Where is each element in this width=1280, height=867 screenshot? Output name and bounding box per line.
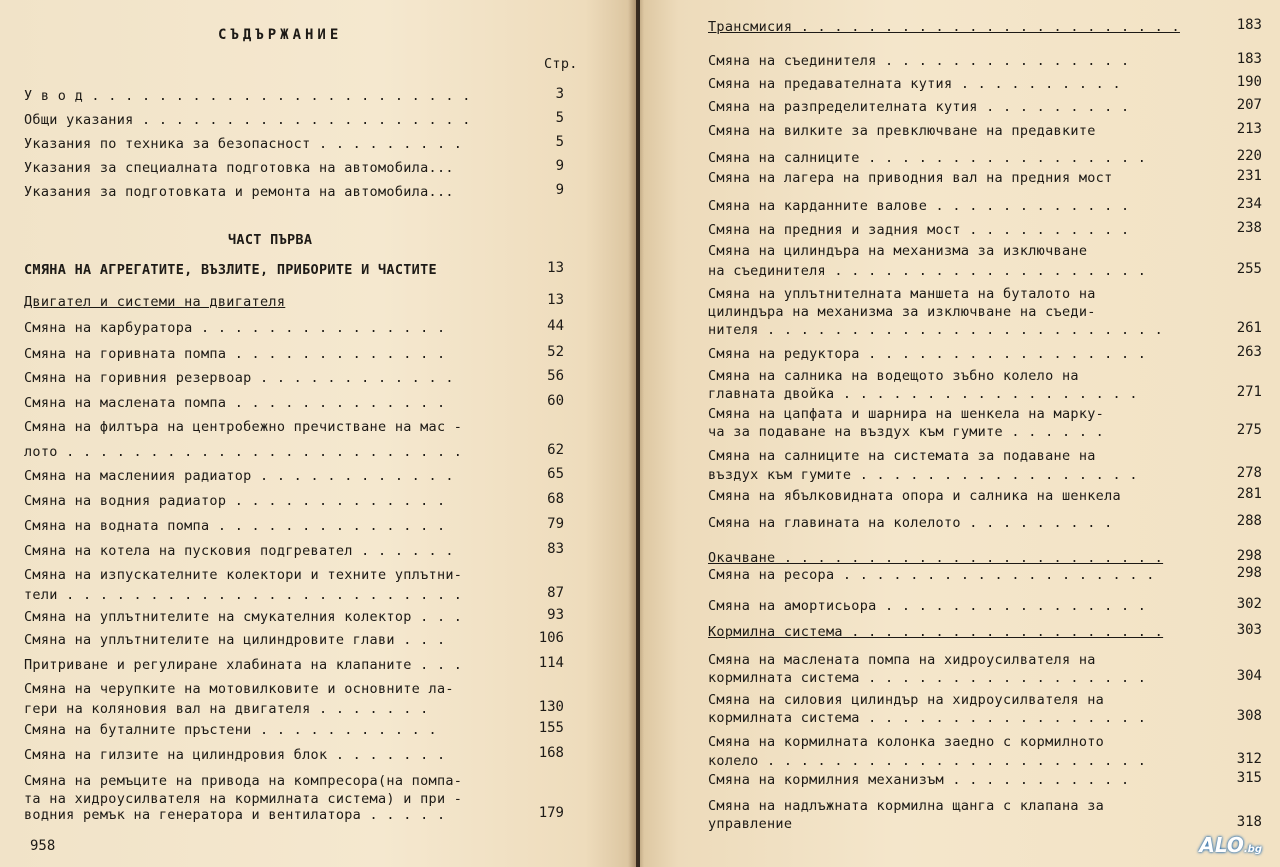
right-entry-page: 271 (1236, 384, 1262, 400)
right-entry-text: Смяна на ресора . . . . . . . . . . . . . . . . . . . (708, 567, 1155, 583)
left-entry-text: Указания по техника за безопасност . . . . . . . . . (24, 136, 463, 152)
watermark-text: ALO (1199, 833, 1244, 857)
left-entry-page: 93 (547, 607, 564, 623)
right-entry-text: въздух към гумите . . . . . . . . . . . . . . . . . (708, 467, 1138, 483)
right-entry-page: 315 (1236, 770, 1262, 786)
right-entry-page: 288 (1236, 513, 1262, 529)
right-entry-page: 298 (1236, 565, 1262, 581)
right-entry-page: 275 (1236, 422, 1262, 438)
right-entry-page: 238 (1236, 220, 1262, 236)
right-entry-text: ча за подаване на въздух към гумите . . . . . . (708, 424, 1105, 440)
left-entry-text: Смяна на водната помпа . . . . . . . . . . . . . . (24, 518, 446, 534)
left-entry-text: Смяна на буталните пръстени . . . . . . . . . . . (24, 722, 437, 738)
left-entry-page: 9 (555, 158, 564, 174)
right-entry-page: 298 (1236, 548, 1262, 564)
right-entry-text: Смяна на разпределителната кутия . . . . . . . . . (708, 99, 1130, 115)
right-entry-text: Смяна на редуктора . . . . . . . . . . . . . . . . . (708, 346, 1147, 362)
right-entry-page: 318 (1236, 814, 1262, 830)
left-entry-page: 68 (547, 491, 564, 507)
right-entry-page: 278 (1236, 465, 1262, 481)
right-entry-page: 183 (1236, 51, 1262, 67)
right-entry-text: Кормилна система . . . . . . . . . . . . . . . . . . . (708, 624, 1164, 640)
right-entry-text: Окачване . . . . . . . . . . . . . . . . . . . . . . . (708, 550, 1164, 566)
left-entry-text: СМЯНА НА АГРЕГАТИТЕ, ВЪЗЛИТЕ, ПРИБОРИТЕ И ЧАСТИТЕ (24, 262, 437, 278)
right-entry-page: 263 (1236, 344, 1262, 360)
left-entry-text: Двигател и системи на двигателя (24, 294, 286, 310)
right-entry-text: Смяна на кормилната колонка заедно с кормилното (708, 734, 1105, 750)
right-entry-text: Смяна на лагера на приводния вал на предния мост (708, 170, 1113, 186)
right-entry-text: Смяна на кормилния механизъм . . . . . . . . . . . (708, 772, 1130, 788)
left-entry-text: Смяна на гилзите на цилиндровия блок . . . . . . . (24, 747, 446, 763)
right-entry-text: Смяна на главината на колелото . . . . . . . . . (708, 515, 1113, 531)
right-entry-text: Смяна на салника на водещото зъбно колело на (708, 368, 1079, 384)
left-entry-page: 13 (547, 260, 564, 276)
right-entry-text: кормилната система . . . . . . . . . . . . . . . . . (708, 670, 1147, 686)
left-entry-text: та на хидроусилвателя на кормилната система) и при - (24, 791, 463, 807)
left-entry-text: тели . . . . . . . . . . . . . . . . . . . . . . . . (24, 587, 463, 603)
page-number: 958 (30, 838, 56, 854)
right-entry-page: 312 (1236, 751, 1262, 767)
right-entry-text: Смяна на карданните валове . . . . . . . . . . . . (708, 198, 1130, 214)
page-column-label: Стр. (544, 56, 578, 72)
left-entry-text: Смяна на горивния резервоар . . . . . . . . . . . . (24, 370, 454, 386)
right-entry-page: 220 (1236, 148, 1262, 164)
left-entry-page: 130 (538, 699, 564, 715)
left-entry-page: 56 (547, 368, 564, 384)
right-entry-page: 183 (1236, 17, 1262, 33)
right-entry-text: Смяна на масленатa помпа на хидроусилвателя на (708, 652, 1096, 668)
left-entry-page: 87 (547, 585, 564, 601)
right-entry-text: Смяна на салниците на системата за подаване на (708, 448, 1096, 464)
left-entry-page: 5 (555, 134, 564, 150)
left-entry-text: Смяна на филтъра на центробежно пречистване на мас - (24, 419, 463, 435)
left-entry-page: 60 (547, 393, 564, 409)
right-entry-page: 190 (1236, 74, 1262, 90)
left-entry-page: 179 (538, 805, 564, 821)
left-entry-text: Смяна на уплътнителите на цилиндровите глави . . . (24, 632, 446, 648)
right-entry-page: 303 (1236, 622, 1262, 638)
left-entry-page: 168 (538, 745, 564, 761)
right-entry-text: кормилната система . . . . . . . . . . . . . . . . . (708, 710, 1147, 726)
right-entry-page: 261 (1236, 320, 1262, 336)
left-entry-text: Смяна на маслениия радиатор . . . . . . . . . . . . (24, 468, 454, 484)
right-entry-text: на съединителя . . . . . . . . . . . . . . . . . . . (708, 263, 1147, 279)
left-entry-page: 83 (547, 541, 564, 557)
right-entry-text: Смяна на амортисьора . . . . . . . . . . . . . . . . (708, 598, 1147, 614)
left-entry-page: 65 (547, 466, 564, 482)
right-entry-text: Смяна на силовия цилиндър на хидроусилвателя на (708, 692, 1105, 708)
left-entry-text: Смяна на котела на пусковия подгревател . . . . . . (24, 543, 454, 559)
right-entry-text: Смяна на предавателната кутия . . . . . . . . . . (708, 76, 1121, 92)
left-entry-text: гери на коляновия вал на двигателя . . . . . . . (24, 701, 429, 717)
left-entry-text: водния ремък на генератора и вентилатора . . . . . (24, 807, 446, 823)
left-entry-page: 62 (547, 442, 564, 458)
right-entry-text: Смяна на предния и задния мост . . . . . . . . . . (708, 222, 1130, 238)
left-entry-text: лото . . . . . . . . . . . . . . . . . . . . . . . . (24, 444, 463, 460)
left-entry-page: 155 (538, 720, 564, 736)
right-entry-text: Смяна на съединителя . . . . . . . . . . . . . . . (708, 53, 1130, 69)
left-entry-page: 114 (538, 655, 564, 671)
right-entry-page: 302 (1236, 596, 1262, 612)
left-entry-text: Смяна на ремъците на привода на компресора(на помпа- (24, 773, 463, 789)
right-entry-text: Смяна на ябълковидната опора и салника на шенкела (708, 488, 1121, 504)
right-entry-page: 231 (1236, 168, 1262, 184)
left-entry-text: У в о д . . . . . . . . . . . . . . . . . . . . . . . (24, 88, 471, 104)
left-entry-page: 52 (547, 344, 564, 360)
right-entry-page: 281 (1236, 486, 1262, 502)
left-entry-page: 44 (547, 318, 564, 334)
left-entry-text: Смяна на карбуратора . . . . . . . . . . . . . . . (24, 320, 446, 336)
right-entry-page: 308 (1236, 708, 1262, 724)
right-entry-page: 255 (1236, 261, 1262, 277)
right-entry-text: цилиндъра на механизма за изключване на съеди- (708, 304, 1096, 320)
left-entry-text: Общи указания . . . . . . . . . . . . . . . . . . . . (24, 112, 471, 128)
left-page (0, 0, 636, 867)
right-entry-text: Смяна на надлъжната кормилна щанга с клапана за (708, 798, 1105, 814)
right-entry-text: Смяна на уплътнителната маншета на буталото на (708, 286, 1096, 302)
left-entry-page: 5 (555, 110, 564, 126)
left-entry-page: 9 (555, 182, 564, 198)
left-entry-text: Указания за подготовката и ремонта на автомобила... (24, 184, 454, 200)
right-entry-text: главната двойка . . . . . . . . . . . . . . . . . . (708, 386, 1138, 402)
left-entry-text: Смяна на уплътнителите на смукателния колектор . . . (24, 609, 463, 625)
right-entry-text: управление (708, 816, 793, 832)
left-entry-text: ЧАСТ ПЪРВА (228, 232, 313, 248)
left-entry-text: Смяна на маслената помпа . . . . . . . . . . . . . (24, 395, 446, 411)
right-entry-page: 207 (1236, 97, 1262, 113)
right-page (640, 0, 1280, 867)
right-entry-page: 304 (1236, 668, 1262, 684)
right-entry-text: Смяна на цапфата и шарнира на шенкела на марку- (708, 406, 1105, 422)
right-entry-text: Трансмисия . . . . . . . . . . . . . . . . . . . . . . . (708, 19, 1180, 35)
left-entry-page: 106 (538, 630, 564, 646)
right-entry-text: Смяна на вилките за превключване на предавките (708, 123, 1096, 139)
right-entry-text: Смяна на салниците . . . . . . . . . . . . . . . . . (708, 150, 1147, 166)
right-entry-text: колело . . . . . . . . . . . . . . . . . . . . . . . (708, 753, 1147, 769)
left-entry-text: Смяна на водния радиатор . . . . . . . . . . . . . (24, 493, 446, 509)
left-entry-text: Притриване и регулиране хлабината на клапаните . . . (24, 657, 463, 673)
watermark-suffix: .bg (1243, 844, 1262, 855)
book-gutter (628, 0, 644, 867)
contents-title: СЪДЪРЖАНИЕ (218, 27, 343, 43)
left-entry-page: 3 (555, 86, 564, 102)
left-entry-text: Смяна на горивната помпа . . . . . . . . . . . . . (24, 346, 446, 362)
left-entry-page: 79 (547, 516, 564, 532)
left-entry-text: Указания за специалната подготовка на автомобила... (24, 160, 454, 176)
right-entry-text: нителя . . . . . . . . . . . . . . . . . . . . . . . . (708, 322, 1164, 338)
right-entry-page: 234 (1236, 196, 1262, 212)
right-entry-text: Смяна на цилиндъра на механизма за изключване (708, 243, 1088, 259)
left-entry-text: Смяна на черупките на мотовилковите и основните ла- (24, 681, 454, 697)
left-entry-text: Смяна на изпускателните колектори и техните уплътни- (24, 567, 463, 583)
left-entry-page: 13 (547, 292, 564, 308)
watermark-logo (1199, 833, 1262, 857)
right-entry-page: 213 (1236, 121, 1262, 137)
